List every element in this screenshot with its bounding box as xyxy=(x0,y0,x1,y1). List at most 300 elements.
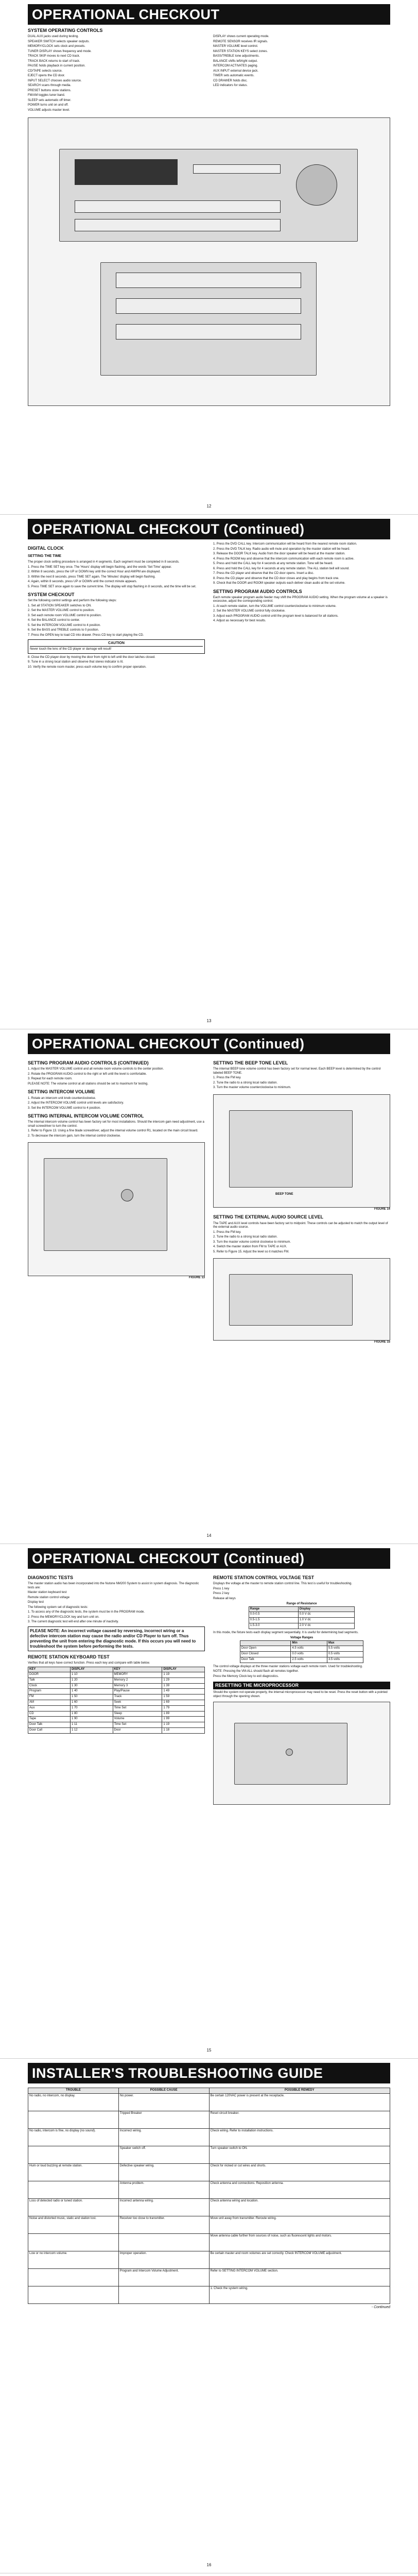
text-line: 1. At each remote station, turn the VOLUME control counterclockwise to minimum volume. xyxy=(213,604,337,608)
text-line: TIMER sets automatic events. xyxy=(213,74,255,78)
section-title: DIAGNOSTIC TESTS xyxy=(28,1575,74,1580)
page-header: OPERATIONAL CHECKOUT xyxy=(28,4,390,25)
text-line: 2. To decrease the intercom gain, turn the internal control clockwise. xyxy=(28,1134,121,1138)
table-cell: Be certain 120VAC power is present at the receptacle. xyxy=(209,2093,390,2111)
table-header: KEY xyxy=(113,1667,162,1672)
caution-text: Never touch the lens of the CD player or damage will result! xyxy=(30,648,112,651)
table-cell: 1.5-3.0 xyxy=(249,1623,298,1629)
text-line: 4. Switch the master station from FM to TAPE or AUX. xyxy=(213,1245,287,1248)
page-16 xyxy=(0,2059,418,2573)
rear-panel xyxy=(229,1274,353,1326)
table-cell: Hum or loud buzzing at remote station. xyxy=(28,2163,119,2181)
table-row xyxy=(28,1711,205,1717)
table-cell: Door Talk xyxy=(28,1722,71,1728)
text-line: TRACK BACK returns to start of track. xyxy=(28,59,80,63)
text-line: 1. Press the DVD CALL key. Intercom communication will be heard from the nearest remote room station. xyxy=(213,543,357,546)
table-row xyxy=(28,2198,390,2216)
table-caption: Range of Resistance xyxy=(286,1602,317,1606)
text-line: EJECT opens the CD door. xyxy=(28,74,65,78)
table-cell: Be certain master and room volumes are set correctly. Check INTERCOM VOLUME adjustment. xyxy=(209,2251,390,2268)
text-line: 4. Adjust as necessary for best results. xyxy=(213,619,266,623)
controls-right xyxy=(213,35,390,113)
page-17 xyxy=(0,2573,418,2576)
table-cell: Check wiring. Refer to installation instructions. xyxy=(209,2128,390,2146)
table-row xyxy=(240,1646,363,1652)
table-row xyxy=(28,2128,390,2146)
table-row xyxy=(249,1623,354,1629)
volume-knob xyxy=(296,164,337,206)
table-cell: Memory 3 xyxy=(113,1683,162,1689)
table-cell: 1.0 V dc xyxy=(298,1618,354,1623)
text-line: The internal intercom volume control has been factory set for most installations. Should the intercom gain need adjustment, use a small screwdriver to turn the control. xyxy=(28,1121,204,1128)
intercom-steps xyxy=(213,543,390,586)
text-line: 1. Refer to Figure 13. Using a fine blade screwdriver, adjust the internal volume control R1, located on the main circuit board. xyxy=(28,1129,198,1133)
reset-figure xyxy=(213,1702,390,1805)
table-cell: 0.5 volts xyxy=(327,1651,363,1657)
text-line: Each remote speaker program audio feeder may shift the PROGRAM AUDIO setting. When the program volume at a speaker is excessive, adjust the corresponding control. xyxy=(213,596,388,603)
table-cell: Talk xyxy=(28,1677,71,1683)
text-line: 4. Set the BALANCE control to center. xyxy=(28,619,80,622)
table-cell xyxy=(28,2286,119,2303)
table-cell: 1 40 xyxy=(70,1689,113,1694)
aux-steps xyxy=(213,1222,390,1255)
table-row xyxy=(28,2268,390,2286)
table-row xyxy=(249,1612,354,1618)
text-line: 7. Press the OPEN key to load CD into drawer. Press CD key to start playing the CD. xyxy=(28,633,144,637)
text-line: FM/AM toggles tuner band. xyxy=(28,94,65,97)
text-line: Release all keys xyxy=(213,1597,236,1600)
text-line: CD DRAWER holds disc. xyxy=(213,79,248,82)
page-header: OPERATIONAL CHECKOUT (Continued) xyxy=(28,1033,390,1054)
text-line: 7. Press the CD player and observe that the CD door opens. Insert a disc. xyxy=(213,572,315,575)
text-line: 10. Verify the remote room master, press each volume key to confirm proper operation. xyxy=(28,665,147,669)
table-header: Range xyxy=(249,1606,298,1612)
table-cell: Door xyxy=(113,1727,162,1733)
text-line: 3. The current diagnostic test will end after one minute of inactivity. xyxy=(28,1620,119,1624)
table-cell: 1 69 xyxy=(162,1700,205,1705)
text-line: VOLUME adjusts master level. xyxy=(28,108,70,112)
text-line: 4. Press the ROOM key and observe that the intercom communication with each remote room is active. xyxy=(213,557,355,561)
table-cell: Loss of detected radio or tuned station. xyxy=(28,2198,119,2216)
table-cell: 0.0 volts xyxy=(291,1651,327,1657)
section-title: SYSTEM OPERATING CONTROLS xyxy=(28,28,103,33)
table-cell: Memory 2 xyxy=(113,1677,162,1683)
table-row xyxy=(240,1657,363,1663)
text-line: AUX INPUT external device jack. xyxy=(213,69,258,73)
text-line: 3. Set the INTERCOM VOLUME control to 4 position. xyxy=(28,1106,101,1110)
table-cell: No radio, intercom is fine, no display (no sound). xyxy=(28,2128,119,2146)
table-caption: Voltage Ranges xyxy=(290,1636,314,1640)
table-cell: 1 59 xyxy=(162,1694,205,1700)
text-line: SLEEP sets automatic off timer. xyxy=(28,98,72,102)
subsection-title: SETTING THE TIME xyxy=(28,554,61,558)
detail-keys-2 xyxy=(116,298,301,314)
table-cell: DOOR xyxy=(28,1672,71,1678)
table-row xyxy=(28,2163,390,2181)
text-line: The proper clock setting procedure is arranged in 4 segments. Each segment must be completed in 8 seconds. xyxy=(28,561,180,564)
page-number: 14 xyxy=(206,1533,212,1538)
table-cell: Check antenna and connections. Reposition antenna. xyxy=(209,2181,390,2198)
text-line: 6. Press and hold the CALL key for 4 seconds at any remote station. The ALL station bell will sound. xyxy=(213,567,350,570)
table-cell: Door Open xyxy=(240,1646,291,1652)
table-cell xyxy=(118,2286,209,2303)
voltage-list xyxy=(213,1587,390,1601)
section-title: SETTING INTERNAL INTERCOM VOLUME CONTROL xyxy=(28,1113,144,1118)
table-row xyxy=(28,1705,205,1711)
notice-box xyxy=(28,1626,205,1651)
table-cell: Door Talk xyxy=(240,1657,291,1663)
table-cell: 1 90 xyxy=(70,1717,113,1722)
page-13 xyxy=(0,515,418,1029)
text-line: BASS/TREBLE tone adjustments. xyxy=(213,55,260,58)
text-line: BALANCE shifts left/right output. xyxy=(213,59,258,63)
table-row xyxy=(249,1618,354,1623)
circuit-board xyxy=(229,1110,353,1188)
detail-keys-3 xyxy=(116,324,301,340)
text-line: INTERCOM ACTIVATES paging. xyxy=(213,64,258,68)
table-cell xyxy=(118,2233,209,2251)
checkout-steps-more xyxy=(28,656,205,670)
table-row xyxy=(28,2146,390,2163)
section-title: REMOTE STATION CONTROL VOLTAGE TEST xyxy=(213,1575,315,1580)
caution-box xyxy=(28,639,205,653)
table-cell: 1 19 xyxy=(162,1672,205,1678)
page-header: INSTALLER'S TROUBLESHOOTING GUIDE xyxy=(28,2063,390,2083)
text-line: The following system set of diagnostic tests: xyxy=(28,1605,89,1609)
beep-steps xyxy=(213,1067,390,1090)
table-cell: Check for nicked or cut wires and shorts. xyxy=(209,2163,390,2181)
section-title: SETTING THE EXTERNAL AUDIO SOURCE LEVEL xyxy=(213,1214,324,1220)
table-cell: Aux xyxy=(28,1705,71,1711)
text-line: 3. Within the next 8 seconds, press TIME SET again. The 'Minutes' display will begin flashing. xyxy=(28,575,156,579)
circuit-board xyxy=(44,1158,167,1251)
table-cell: Door Closed xyxy=(240,1651,291,1657)
table-cell: Antenna problem. xyxy=(118,2181,209,2198)
table-cell: 0.5-1.5 xyxy=(249,1618,298,1623)
table-cell: Incorrect antenna wiring. xyxy=(118,2198,209,2216)
table-cell: 1 80 xyxy=(70,1711,113,1717)
text-line: 1. Press the FM key. xyxy=(213,1076,241,1080)
table-cell: Receiver too close to transmitter. xyxy=(118,2216,209,2233)
section-title: DIGITAL CLOCK xyxy=(28,546,64,551)
beep-figure xyxy=(213,1094,390,1208)
clock-steps xyxy=(28,561,205,589)
table-header: KEY xyxy=(28,1667,71,1672)
text-line: PRESET buttons store stations. xyxy=(28,89,72,92)
text-line: SPEAKER SWITCH selects speaker outputs. xyxy=(28,40,90,43)
table-cell: 0.0-0.5 xyxy=(249,1612,298,1618)
table-cell: 1 39 xyxy=(162,1683,205,1689)
page-number: 13 xyxy=(206,1019,212,1023)
table-cell: 1. Check the system wiring. xyxy=(209,2286,390,2303)
text-line: 1. Adjust the MASTER VOLUME control and all remote room volume controls to the center position. xyxy=(28,1067,164,1071)
section-title: RESETTING THE MICROPROCESSOR xyxy=(213,1682,390,1689)
text-line: 1. Rotate an intercom unit knob counterclockwise. xyxy=(28,1096,96,1100)
text-line: Press 1 key xyxy=(213,1587,230,1590)
text-line: 4. Again, within 8 seconds, press UP or DOWN until the correct minute appears. xyxy=(28,580,137,583)
text-line: Remote station control voltage xyxy=(28,1596,70,1599)
troubleshooting-table xyxy=(28,2088,390,2304)
table-header: Display xyxy=(298,1606,354,1612)
diag-text xyxy=(28,1582,205,1624)
text-line: Display test xyxy=(28,1601,44,1604)
controls-list xyxy=(28,35,390,113)
text-line: 2. Set the MASTER VOLUME control fully clockwise. xyxy=(213,609,286,613)
text-line: 3. Turn the master volume control clockwise to minimum. xyxy=(213,1240,291,1244)
table-cell: Defective speaker wiring. xyxy=(118,2163,209,2181)
table-cell: Move unit away from transmitter. Reroute wiring. xyxy=(209,2216,390,2233)
table-cell: No power. xyxy=(118,2093,209,2111)
text-line: TRACK SKIP moves to next CD track. xyxy=(28,55,80,58)
page-12 xyxy=(0,0,418,515)
text-line: The TAPE and AUX level controls have been factory set to midpoint. These controls can be adjusted to match the output level of the external audio source. xyxy=(213,1222,388,1229)
table-row xyxy=(28,1672,205,1678)
table-cell: Door Call xyxy=(28,1727,71,1733)
table-row xyxy=(28,2233,390,2251)
text-line: The internal BEEP tone volume control has been factory set for normal level. Each BEEP level is determined by the control labeled BEEP TONE. xyxy=(213,1067,381,1075)
table-cell: Check antenna wiring and location. xyxy=(209,2198,390,2216)
table-cell: Low or no intercom volume. xyxy=(28,2251,119,2268)
text-line: Master station keyboard test xyxy=(28,1591,67,1595)
text-line: MASTER VOLUME level control. xyxy=(213,45,258,48)
continued-label: - Continued xyxy=(371,2305,390,2309)
section-title: REMOTE STATION KEYBOARD TEST xyxy=(28,1654,110,1659)
table-header: Min xyxy=(291,1640,327,1646)
text-line: 8. Close the CD player door by moving the door from right to left until the door latches closed. xyxy=(28,655,155,659)
text-line: The control voltage displays at the three master stations voltage each remote room. Used for troubleshooting. xyxy=(213,1665,363,1668)
table-row xyxy=(28,1689,205,1694)
key-table xyxy=(28,1667,205,1734)
text-line: CD/TAPE selects source. xyxy=(28,69,63,73)
text-line: Press 2 key xyxy=(213,1592,230,1596)
table-cell: MEMORY xyxy=(113,1672,162,1678)
table-row xyxy=(28,2286,390,2303)
text-line: 3. Turn the master volume counterclockwise to minimum. xyxy=(213,1086,291,1090)
text-line: 5. Press TIME SET once again to save the current time. The display will stop flashing in 8 seconds, and the time will be set. xyxy=(28,585,197,588)
section-title: SETTING PROGRAM AUDIO CONTROLS xyxy=(213,588,302,594)
table-cell xyxy=(28,2268,119,2286)
internal-steps xyxy=(28,1121,205,1138)
table-cell: 1 99 xyxy=(162,1717,205,1722)
notice-text: PLEASE NOTE: An incorrect voltage caused by reversing, incorrect wiring or a defective intercom station may cause the radio and/or CD Player to turn off. Thus preventing the unit from entering the diagnostic mode. If this occurs you will need to troubleshoot the system before performing the tests. xyxy=(30,1628,196,1649)
text-line: 1. Press the TIME SET key once. The 'Hours' display will begin flashing, and the words 'Set Time' appear. xyxy=(28,565,172,569)
text-line: 2. Set the MASTER VOLUME control to position. xyxy=(28,609,95,613)
controls-left xyxy=(28,35,205,113)
text-line: 2. Within 8 seconds, press the UP or DOWN key until the correct Hour and AM/PM are displayed. xyxy=(28,570,161,573)
table-cell: Sleep xyxy=(113,1711,162,1717)
table-cell: Improper operation. xyxy=(118,2251,209,2268)
text-line: 5. Refer to Figure 15. Adjust the level so it matches FM. xyxy=(213,1250,289,1253)
table-header xyxy=(240,1640,291,1646)
text-line: POWER turns unit on and off. xyxy=(28,104,68,107)
table-cell: 1 79 xyxy=(162,1705,205,1711)
text-line: MASTER STATION KEYS select zones. xyxy=(213,49,268,53)
table-row xyxy=(28,2093,390,2111)
text-line: 8. Press the CD player and observe that the CD door closes and play begins from track one. xyxy=(213,577,339,580)
table-cell xyxy=(28,2146,119,2163)
page-15 xyxy=(0,1544,418,2059)
table-cell: 1 10 xyxy=(70,1672,113,1678)
table-cell: 1 18 xyxy=(162,1727,205,1733)
table-header: POSSIBLE CAUSE xyxy=(118,2088,209,2094)
text-line: 2. Tune the radio to a strong local radio station. xyxy=(213,1081,278,1084)
detail-keys xyxy=(116,273,301,288)
text-line: 1. Set all STATION SPEAKER switches to ON. xyxy=(28,604,92,607)
text-line: 2. Tune the radio to a strong local radio station. xyxy=(213,1235,278,1239)
text-line: MEMORY/CLOCK sets clock and presets. xyxy=(28,45,85,48)
text-line: 2. Adjust the INTERCOM VOLUME control until levels are satisfactory. xyxy=(28,1101,124,1105)
table-cell: Tripped Breaker xyxy=(118,2111,209,2128)
table-cell xyxy=(28,2181,119,2198)
figure-caption: FIGURE 14 xyxy=(374,1207,390,1211)
table-row xyxy=(28,2216,390,2233)
table-row xyxy=(28,1683,205,1689)
text-line: 9. Tune in a strong local station and observe that stereo indicator is lit. xyxy=(28,660,124,664)
text-line: 2. Press the MEMORY/CLOCK key and turn unit on. xyxy=(28,1615,99,1619)
volt-table xyxy=(240,1640,364,1663)
table-cell: 1 30 xyxy=(70,1683,113,1689)
table-cell: Volume xyxy=(113,1717,162,1722)
page-header: OPERATIONAL CHECKOUT (Continued) xyxy=(28,519,390,539)
table-cell: Program xyxy=(28,1689,71,1694)
figure-caption: FIGURE 15 xyxy=(374,1341,390,1344)
table-header-row xyxy=(28,1667,205,1672)
table-cell: 2.0 V dc xyxy=(298,1623,354,1629)
figure-caption: FIGURE 13 xyxy=(188,1276,205,1280)
text-line: 3. Release the DOOR TALK key. Audio from the door speaker will be heard at the master station. xyxy=(213,552,345,555)
table-header: DISPLAY xyxy=(162,1667,205,1672)
table-cell: 1 50 xyxy=(70,1694,113,1700)
right-text: Displays the voltage at the master to remote station control line. This test is useful for troubleshooting. xyxy=(213,1582,353,1586)
button-row-2 xyxy=(75,219,281,231)
table-cell: AM xyxy=(28,1700,71,1705)
table-cell: 1 11 xyxy=(70,1722,113,1728)
table-header-row xyxy=(240,1640,363,1646)
text-line: NOTE: Pressing the VM-ALL should flash all remotes together. xyxy=(213,1670,299,1673)
display-panel xyxy=(75,159,178,185)
caution-title: CAUTION xyxy=(30,641,203,647)
section-title: SETTING INTERCOM VOLUME xyxy=(28,1089,95,1095)
mid-text: In this mode, the fixture tests each display segment sequentially. It is useful for determining bad segments. xyxy=(213,1631,359,1634)
table-header: DISPLAY xyxy=(70,1667,113,1672)
table-cell: 1 60 xyxy=(70,1700,113,1705)
table-row xyxy=(28,2181,390,2198)
text-line: 1. Press the FM key. xyxy=(213,1230,241,1234)
table-cell: 5.5 volts xyxy=(327,1646,363,1652)
text-line: Press the Memory Clock key to exit diagnostics. xyxy=(213,1674,279,1678)
text-line: DISPLAY shows current operating mode. xyxy=(213,35,269,39)
remote-text: Verifies that all keys have correct function. Press each key and compare with table below. xyxy=(28,1662,150,1665)
table-cell: 2.5 volts xyxy=(291,1657,327,1663)
page-header: OPERATIONAL CHECKOUT (Continued) xyxy=(28,1548,390,1569)
table-cell: Noise and distorted music, static and station lost. xyxy=(28,2216,119,2233)
text-line: 3. Repeat for each remote room. xyxy=(28,1077,73,1081)
text-line: 1. To access any of the diagnostic tests, the system must be in the PROGRAM mode. xyxy=(28,1611,145,1614)
text-line: 3. Adjust each PROGRAM AUDIO control until the program level is balanced for all stations. xyxy=(213,614,339,618)
text-line: 9. Check that the DOOR and ROOM speaker outputs each deliver clean audio at the set volume. xyxy=(213,582,345,585)
text-line: REMOTE SENSOR receives IR signals. xyxy=(213,40,268,43)
table-row xyxy=(28,1694,205,1700)
table-cell: Time Set xyxy=(113,1705,162,1711)
program-steps xyxy=(28,1067,205,1086)
button-row xyxy=(75,200,281,213)
table-row xyxy=(28,1722,205,1728)
section-title: SETTING PROGRAM AUDIO CONTROLS (CONTINUED) xyxy=(28,1060,149,1065)
table-cell: Time Set xyxy=(113,1722,162,1728)
table-cell: FM xyxy=(28,1694,71,1700)
page-number: 15 xyxy=(206,2048,212,2053)
table-cell: Tape xyxy=(28,1717,71,1722)
text-line: 6. Set the BASS and TREBLE controls to 0 position. xyxy=(28,629,99,632)
text-line: The master station audio has been incorporated into the Nutone NM200 System to assist in system diagnosis. The diagnostic tests are: xyxy=(28,1582,199,1589)
table-cell: 1 19 xyxy=(162,1722,205,1728)
text-line: SEARCH scans through media. xyxy=(28,84,72,88)
text-line: 3. Set each remote room VOLUME control to position. xyxy=(28,614,102,617)
table-cell xyxy=(28,2233,119,2251)
page-number: 12 xyxy=(206,504,212,509)
table-cell: 0.0 V dc xyxy=(298,1612,354,1618)
text-line: DUAL AUX jacks used during testing. xyxy=(28,35,79,39)
table-header: POSSIBLE REMEDY xyxy=(209,2088,390,2094)
table-cell: 1 49 xyxy=(162,1689,205,1694)
table-cell: 1 12 xyxy=(70,1727,113,1733)
table-cell: Seek xyxy=(113,1700,162,1705)
section-title: SETTING THE BEEP TONE LEVEL xyxy=(213,1060,288,1065)
table-row xyxy=(28,1727,205,1733)
voltage-table xyxy=(249,1606,355,1629)
text-line: Set the following control settings and perform the following steps: xyxy=(28,599,117,603)
intercom-steps xyxy=(28,1097,205,1111)
text-line: PLEASE NOTE: The volume control at all stations should be set to maximum for testing. xyxy=(28,1082,148,1086)
reset-text: Should the system not operate properly, the internal microprocessor may need to be reset. Press the reset button with a pointed object through the opening shown. xyxy=(213,1691,388,1698)
text-line: 2. Rotate the PROGRAM AUDIO control to the right or left until the level is comfortable. xyxy=(28,1072,147,1076)
table-cell: Refer to SETTING INTERCOM VOLUME section. xyxy=(209,2268,390,2286)
table-cell: Incorrect wiring. xyxy=(118,2128,209,2146)
text-line: TUNER DISPLAY shows frequency and mode. xyxy=(28,49,92,53)
cd-slot xyxy=(193,164,281,174)
text-line: PAUSE holds playback in current position. xyxy=(28,64,85,68)
right-more xyxy=(213,1665,390,1679)
beep-label: BEEP TONE xyxy=(275,1192,293,1196)
table-cell: CD xyxy=(28,1711,71,1717)
page-14 xyxy=(0,1029,418,1544)
table-row xyxy=(28,1700,205,1705)
table-cell: Speaker switch off. xyxy=(118,2146,209,2163)
text-line: LED indicators for status. xyxy=(213,84,248,88)
page-number: 16 xyxy=(206,2563,212,2567)
table-cell: 1 89 xyxy=(162,1711,205,1717)
text-line: INPUT SELECT chooses audio source. xyxy=(28,79,82,82)
table-header: Max xyxy=(327,1640,363,1646)
table-cell xyxy=(28,2111,119,2128)
table-row xyxy=(28,2251,390,2268)
aux-figure xyxy=(213,1258,390,1341)
table-cell: Play/Pause xyxy=(113,1689,162,1694)
table-row xyxy=(28,1717,205,1722)
table-header-row xyxy=(249,1606,354,1612)
table-cell: 3.5 volts xyxy=(327,1657,363,1663)
section-title: SYSTEM CHECKOUT xyxy=(28,592,75,597)
circuit-figure xyxy=(28,1142,205,1276)
table-row xyxy=(28,2111,390,2128)
table-row xyxy=(28,1677,205,1683)
table-cell: Program and Intercom Volume Adjustment. xyxy=(118,2268,209,2286)
table-cell: 1 70 xyxy=(70,1705,113,1711)
text-line: 5. Press and hold the CALL key for 4 seconds at any remote station. Tone will be heard. xyxy=(213,562,333,565)
table-cell: 1 29 xyxy=(162,1677,205,1683)
table-cell: Track xyxy=(113,1694,162,1700)
table-cell: Turn speaker switch to ON. xyxy=(209,2146,390,2163)
